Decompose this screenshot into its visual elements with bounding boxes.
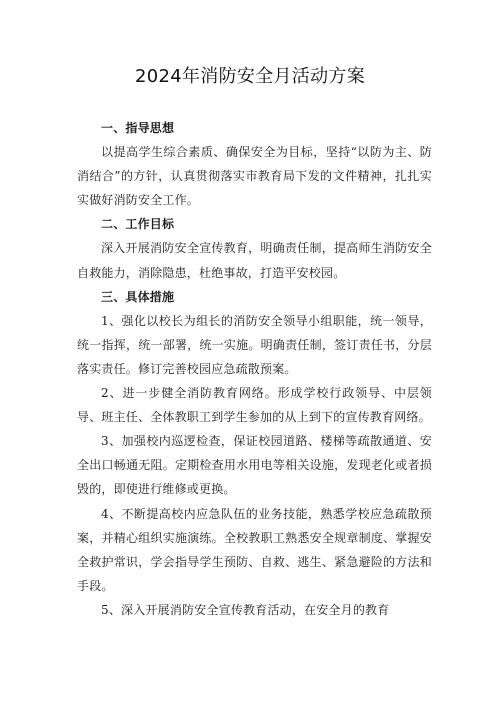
measure-item: 2、进一步健全消防教育网络。形成学校行政领导、中层领导、班主任、全体教职工到学生参加的从上到下的宣传教育网络。 [77, 386, 432, 425]
document-body [77, 116, 432, 622]
measure-item: 1、强化以校长为组长的消防安全领导小组职能，统一领导，统一指挥，统一部署，统一实施。明确责任制，签订责任书，分层落实责任。修订完善校园应急疏散预案。 [77, 313, 432, 376]
measure-item: 5、深入开展消防安全宣传教育活动，在安全月的教育 [101, 602, 390, 617]
section-work-goals [77, 212, 432, 284]
section-heading: 三、具体措施 [101, 289, 175, 304]
measure-item: 3、加强校内巡逻检查，保证校园道路、楼梯等疏散通道、安全出口畅通无阻。定期检查用水用电等相关设施，发现老化或者损毁的，即使进行维修或更换。 [77, 434, 432, 497]
section-heading: 一、指导思想 [101, 121, 175, 135]
paragraph: 以提高学生综合素质、确保安全为目标，坚持“以防为主、防消结合”的方针，认真贯彻落实市教育局下发的文件精神，扎扎实实做好消防安全工作。 [77, 145, 432, 208]
measure-item: 4、不断提高校内应急队伍的业务技能，熟悉学校应急疏散预案，并精心组织实施演练。全校教职工熟悉安全规章制度、掌握安全救护常识，学会指导学生预防、自救、逃生、紧急避险的方法和手段。 [77, 506, 432, 593]
document-title: 2024年消防安全月活动方案 [134, 66, 365, 87]
section-guiding-ideology [77, 116, 432, 212]
paragraph: 深入开展消防安全宣传教育，明确责任制，提高师生消防安全自救能力，消除隐患，杜绝事故，打造平安校园。 [77, 241, 432, 280]
section-heading: 二、工作目标 [101, 217, 175, 232]
section-specific-measures [77, 285, 432, 622]
